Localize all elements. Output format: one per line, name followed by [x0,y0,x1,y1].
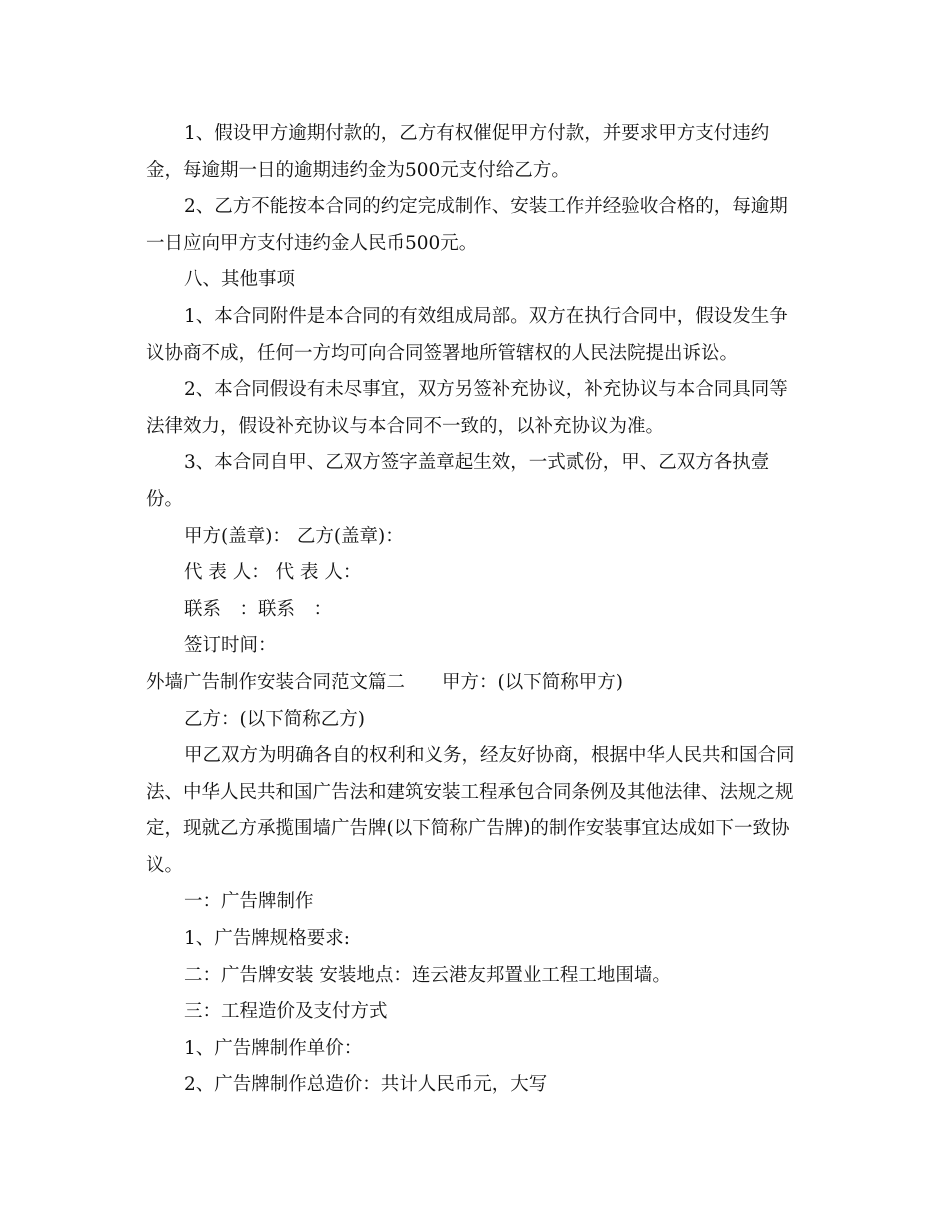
text-line: 1、广告牌制作单价： [184,1037,363,1059]
text-line: 2、乙方不能按本合同的约定完成制作、安装工作并经验收合格的，每逾期 [184,196,788,218]
text-line: 法律效力，假设补充协议与本合同不一致的，以补充协议为准。 [146,415,665,437]
signature-contact-line: 联系 ：联系 ： [184,598,333,620]
text-line: 一日应向甲方支付违约金人民币500元。 [146,232,478,254]
text-line: 2、广告牌制作总造价：共计人民币元，大写 [184,1074,548,1096]
document-body [146,116,806,1104]
signature-representative-line: 代 表 人： 代 表 人： [184,562,362,584]
text-line: 份。 [146,488,184,510]
section-heading: 二：广告牌安装 安装地点：连云港友邦置业工程工地围墙。 [184,964,671,986]
text-line: 1、假设甲方逾期付款的，乙方有权催促甲方付款，并要求甲方支付违约 [184,123,770,144]
party-b-line: 乙方：(以下简称乙方) [184,708,365,730]
contract-title-line: 外墙广告制作安装合同范文篇二 甲方：(以下简称甲方) [146,671,623,693]
text-line: 议协商不成，任何一方均可向合同签署地所管辖权的人民法院提出诉讼。 [146,342,739,364]
section-heading: 一：广告牌制作 [184,891,314,913]
signing-date-line: 签订时间： [184,635,277,657]
section-heading: 八、其他事项 [184,269,296,291]
text-line: 议。 [146,854,184,876]
signature-seal-line: 甲方(盖章)： 乙方(盖章)： [184,525,404,547]
section-heading: 三：工程造价及支付方式 [184,1001,388,1023]
text-line: 甲乙双方为明确各自的权利和义务，经友好协商，根据中华人民共和国合同 [184,745,795,767]
text-line: 定，现就乙方承揽围墙广告牌(以下简称广告牌)的制作安装事宜达成如下一致协 [146,818,790,840]
text-line: 3、本合同自甲、乙双方签字盖章起生效，一式贰份，甲、乙双方各执壹 [184,452,770,474]
text-line: 1、本合同附件是本合同的有效组成局部。双方在执行合同中，假设发生争 [184,305,788,327]
text-line: 金，每逾期一日的逾期违约金为500元支付给乙方。 [146,159,570,181]
text-line: 1、广告牌规格要求: [184,928,351,950]
text-line: 法、中华人民共和国广告法和建筑安装工程承包合同条例及其他法律、法规之规 [146,781,794,803]
text-line: 2、本合同假设有未尽事宜，双方另签补充协议，补充协议与本合同具同等 [184,379,788,401]
